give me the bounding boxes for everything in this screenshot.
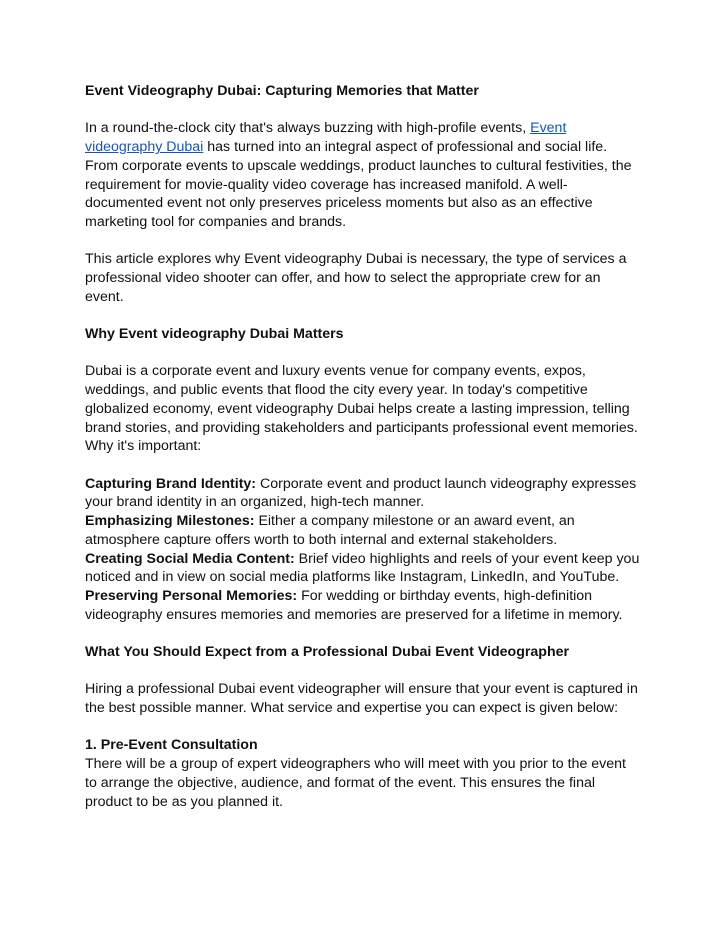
point-label: Creating Social Media Content:	[85, 550, 295, 567]
point-social-media	[85, 550, 640, 587]
consultation-paragraph: There will be a group of expert videographers who will meet with you prior to the event to arrange the objective, audience, and format of the event. This ensures the final product to be as you planned it.	[85, 756, 626, 810]
article-scope-paragraph: This article explores why Event videography Dubai is necessary, the type of services a professional video shooter can offer, and how to select the appropriate crew for an event.	[85, 251, 627, 305]
intro-text-before-link: In a round-the-clock city that's always buzzing with high-profile events,	[85, 120, 531, 137]
dubai-venue-paragraph: Dubai is a corporate event and luxury events venue for company events, expos, weddings, and public events that flood the city every year. In today's competitive globalized economy, event videography Dubai helps create a lasting impression, telling brand stories, and providing stakeholders and participants professional event memories. Why it's important:	[85, 363, 638, 455]
subheading-pre-event-consultation: 1. Pre-Event Consultation	[85, 737, 258, 754]
point-text: For wedding or birthday events, high-definition videography ensures memories and memories are preserved for a lifetime in memory.	[85, 587, 623, 623]
section-heading-why-matters: Why Event videography Dubai Matters	[85, 326, 344, 343]
point-personal-memories	[85, 587, 640, 624]
hiring-paragraph: Hiring a professional Dubai event videographer will ensure that your event is captured in the best possible manner. What service and expertise you can expect is given below:	[85, 681, 638, 717]
point-label: Emphasizing Milestones:	[85, 513, 255, 530]
section-heading-what-to-expect: What You Should Expect from a Professional Dubai Event Videographer	[85, 644, 570, 660]
point-text: Brief video highlights and reels of your event keep you noticed and in view on social media platforms like Instagram, LinkedIn, and YouTube.	[85, 550, 640, 586]
document-title: Event Videography Dubai: Capturing Memories that Matter	[85, 83, 479, 99]
point-label: Capturing Brand Identity:	[85, 475, 257, 492]
point-brand-identity	[85, 475, 640, 512]
event-videography-dubai-link[interactable]: Event videography Dubai	[85, 120, 567, 156]
point-milestones	[85, 512, 640, 549]
point-text: Either a company milestone or an award event, an atmosphere capture offers worth to both internal and external stakeholders.	[85, 513, 575, 548]
point-text: Corporate event and product launch videography expresses your brand identity in an organized, high-tech manner.	[85, 475, 637, 511]
point-label: Preserving Personal Memories:	[85, 587, 298, 604]
intro-paragraph	[85, 119, 640, 231]
intro-text-after-link: has turned into an integral aspect of professional and social life. From corporate events to upscale weddings, product launches to cultural festivities, the requirement for movie-quality video coverage has increased manifold. A well-documented event not only preserves priceless moments but also as an effective marketing tool for companies and brands.	[85, 139, 632, 230]
